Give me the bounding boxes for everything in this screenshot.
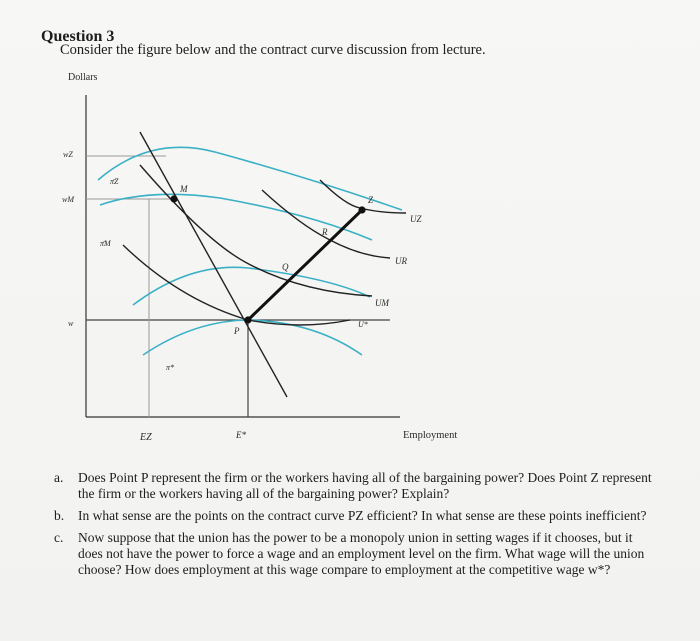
label-q: Q: [282, 262, 289, 272]
labour-demand-curve: [140, 132, 287, 397]
question-text-b: In what sense are the points on the contract curve PZ efficient? In what sense are these points inefficient?: [78, 508, 647, 523]
question-item-a: [54, 470, 654, 502]
label-r: R: [322, 227, 328, 237]
point-p: [244, 316, 251, 323]
question-text-c: Now suppose that the union has the power to be a monopoly union in setting wages if it chooses, but it does not have the power to force a wage and an employment level on the firm. What wage will the union choose? How does employment at this wage compare to employment at the competitive wage w*?: [78, 530, 645, 577]
point-m: [170, 195, 177, 202]
question-label-a: a.: [54, 470, 64, 485]
question-item-b: [54, 508, 654, 524]
label-pi-star: π*: [166, 363, 175, 372]
x-axis-label: Employment: [403, 430, 458, 441]
indifference-um: [140, 165, 372, 296]
label-um: UM: [375, 298, 389, 308]
label-p: P: [234, 326, 240, 336]
wm-label: wM: [62, 195, 74, 204]
label-z: Z: [368, 195, 374, 205]
label-ez: EZ: [140, 432, 152, 443]
wz-label: wZ: [63, 150, 73, 159]
isoprofit-mid: [133, 267, 370, 305]
contract-curve: [248, 210, 362, 320]
isoprofit-pi-m: [100, 194, 372, 240]
label-uz: UZ: [410, 214, 422, 224]
label-pi-z: π̄Z: [110, 177, 119, 186]
question-heading: Question 3: [41, 28, 115, 45]
w-label: w: [68, 319, 74, 328]
label-u-star: U*: [358, 320, 368, 329]
question-text-a: Does Point P represent the firm or the workers having all of the bargaining power? Does Point Z represent the firm or the workers having all of the bargaining power? Explain?: [78, 470, 652, 501]
label-ur: UR: [395, 256, 407, 266]
point-z: [358, 206, 365, 213]
isoprofit-pi-z: [98, 147, 402, 210]
question-label-b: b.: [54, 508, 65, 523]
question-label-c: c.: [54, 530, 64, 545]
isoprofit-pi-star: [143, 320, 362, 355]
label-pi-m: π̄M: [100, 239, 111, 248]
label-e-star: E*: [236, 430, 246, 440]
y-axis-label: Dollars: [68, 72, 98, 83]
label-m: M: [180, 184, 188, 194]
question-intro: Consider the figure below and the contract curve discussion from lecture.: [60, 42, 486, 58]
question-item-c: [54, 530, 654, 578]
bargaining-figure: [0, 60, 700, 460]
question-list: [54, 470, 654, 584]
